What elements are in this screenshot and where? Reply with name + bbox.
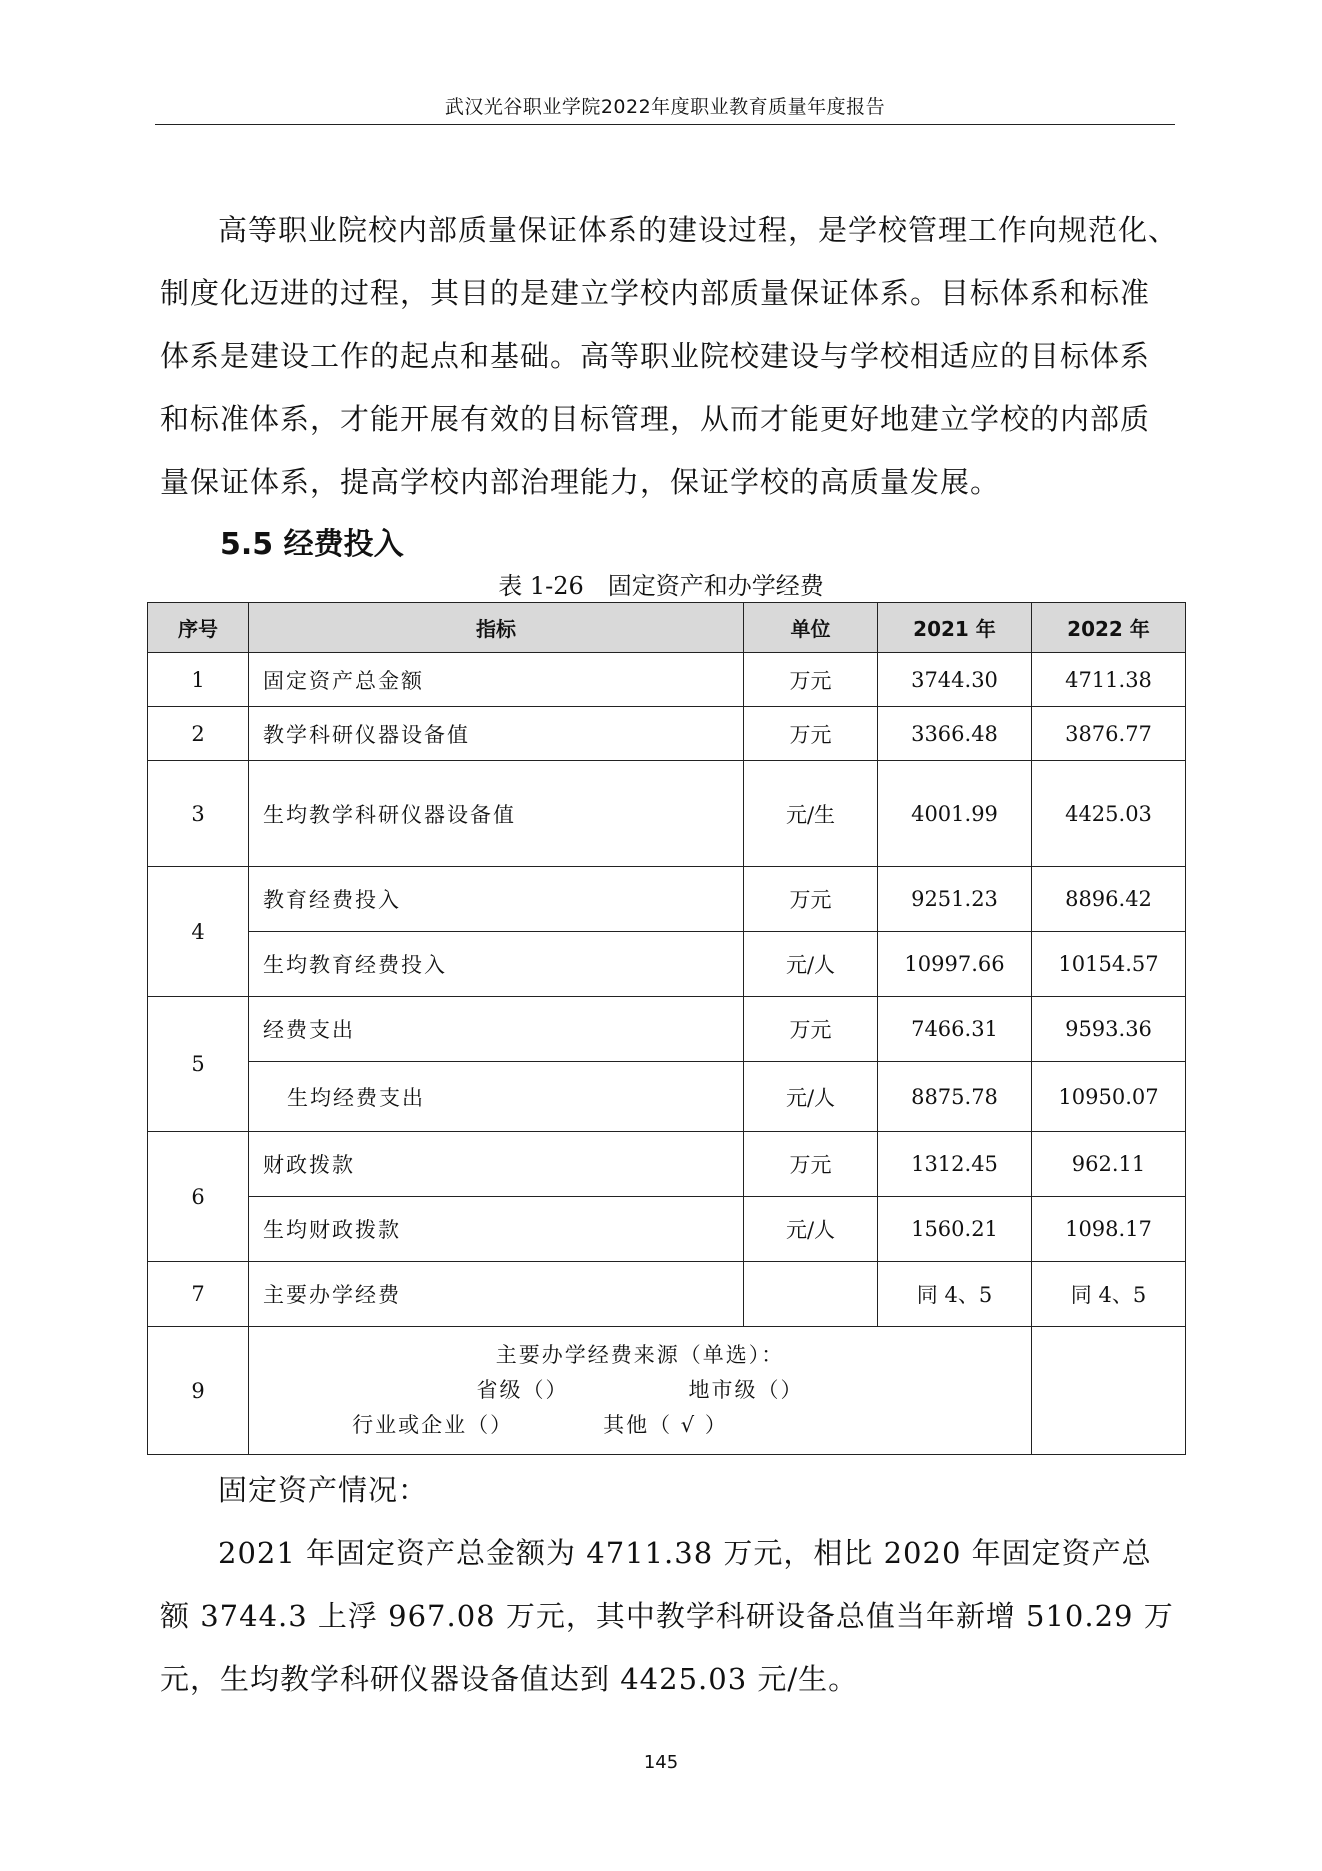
row-2022: 10154.57 [1032,932,1186,997]
table-row [148,1262,1186,1327]
row-no: 4 [148,867,249,997]
header-2021: 2021 年 [878,603,1032,653]
header-no: 序号 [148,603,249,653]
row-unit: 万元 [744,707,878,761]
table-row [148,1132,1186,1197]
row-indicator: 财政拨款 [249,1132,744,1197]
row-no: 1 [148,653,249,707]
header-divider [155,124,1175,125]
fixed-assets-heading: 固定资产情况： [218,1473,429,1507]
row-indicator: 经费支出 [249,997,744,1062]
row-indicator: 生均经费支出 [249,1062,744,1132]
row-no: 5 [148,997,249,1132]
row-no: 9 [148,1327,249,1455]
page-header: 武汉光谷职业学院2022年度职业教育质量年度报告 [444,96,886,118]
row-2021: 1312.45 [878,1132,1032,1197]
table-header-row [148,603,1186,653]
row-2022: 3876.77 [1032,707,1186,761]
funding-source-title: 主要办学经费来源（单选）： [495,1343,785,1367]
row-unit: 元/人 [744,1062,878,1132]
row-2022: 4425.03 [1032,761,1186,867]
row-indicator: 教育经费投入 [249,867,744,932]
row-2021: 同 4、5 [878,1262,1032,1327]
row-unit: 元/生 [744,761,878,867]
row-2022: 8896.42 [1032,867,1186,932]
row-2021: 3366.48 [878,707,1032,761]
funding-table [147,602,1186,1455]
row-2022: 4711.38 [1032,653,1186,707]
option-provincial: 省级（） [476,1378,569,1402]
option-industry: 行业或企业（） [352,1413,514,1437]
funding-source-options [249,1327,1032,1455]
row-indicator: 主要办学经费 [249,1262,744,1327]
row-indicator: 生均教育经费投入 [249,932,744,997]
intro-paragraph: 高等职业院校内部质量保证体系的建设过程，是学校管理工作向规范化、制度化迈进的过程，其目的是建立学校内部质量保证体系。目标体系和标准体系是建设工作的起点和基础。高等职业院校建设与学校相适应的目标体系和标准体系，才能开展有效的目标管理，从而才能更好地建立学校的内部质量保证体系，提高学校内部治理能力，保证学校的高质量发展。 [160,213,1179,499]
table-row [148,997,1186,1062]
row-2021: 8875.78 [878,1062,1032,1132]
row-indicator: 生均教学科研仪器设备值 [249,761,744,867]
row-indicator: 固定资产总金额 [249,653,744,707]
row-2022: 10950.07 [1032,1062,1186,1132]
header-indicator: 指标 [249,603,744,653]
funding-source-row [148,1327,1186,1455]
table-row [148,653,1186,707]
row-2021: 4001.99 [878,761,1032,867]
table-row [148,932,1186,997]
row-unit: 万元 [744,653,878,707]
row-2022: 9593.36 [1032,997,1186,1062]
row-2021: 1560.21 [878,1197,1032,1262]
row-2021: 10997.66 [878,932,1032,997]
row-2021: 3744.30 [878,653,1032,707]
header-unit: 单位 [744,603,878,653]
row-2022: 同 4、5 [1032,1262,1186,1327]
row-2021: 9251.23 [878,867,1032,932]
table-caption: 表 1-26 固定资产和办学经费 [498,572,824,600]
row-unit: 万元 [744,1132,878,1197]
row-indicator: 生均财政拨款 [249,1197,744,1262]
table-row [148,867,1186,932]
row-no: 2 [148,707,249,761]
row-unit: 万元 [744,867,878,932]
page-number: 145 [643,1752,679,1773]
row-unit [744,1262,878,1327]
row-no: 6 [148,1132,249,1262]
option-municipal: 地市级（） [688,1378,804,1402]
row-unit: 元/人 [744,1197,878,1262]
row-2022: 1098.17 [1032,1197,1186,1262]
table-row [148,1062,1186,1132]
header-2022: 2022 年 [1032,603,1186,653]
row-unit: 万元 [744,997,878,1062]
row-2022: 962.11 [1032,1132,1186,1197]
option-other: 其他（ √ ） [603,1413,728,1437]
row-unit: 元/人 [744,932,878,997]
row-empty-cell [1032,1327,1186,1455]
row-no: 3 [148,761,249,867]
table-row [148,761,1186,867]
row-2021: 7466.31 [878,997,1032,1062]
table-row [148,707,1186,761]
row-no: 7 [148,1262,249,1327]
fixed-assets-paragraph: 2021 年固定资产总金额为 4711.38 万元，相比 2020 年固定资产总额 3744.3 上浮 967.08 万元，其中教学科研设备总值当年新增 510.29 万元，生均教学科研仪器设备值达到 4425.03 元/生。 [160,1536,1174,1696]
row-indicator: 教学科研仪器设备值 [249,707,744,761]
section-title: 5.5 经费投入 [220,527,404,562]
table-row [148,1197,1186,1262]
